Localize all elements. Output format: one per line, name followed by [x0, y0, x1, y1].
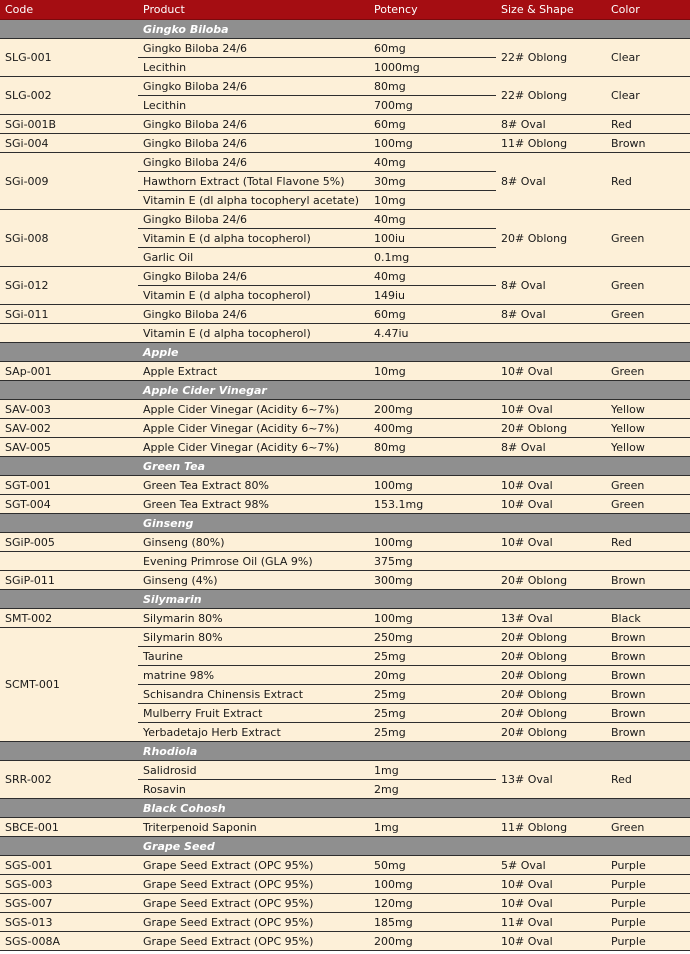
- size-shape-cell: 20# Oblong: [496, 210, 606, 267]
- size-shape-cell: 10# Oval: [496, 533, 606, 552]
- group-code-cell: [0, 514, 138, 533]
- group-name: Gingko Biloba: [138, 20, 690, 39]
- product-cell: Green Tea Extract 80%: [138, 476, 369, 495]
- product-cell: Gingko Biloba 24/6: [138, 134, 369, 153]
- size-shape-cell: 8# Oval: [496, 305, 606, 324]
- color-cell: Brown: [606, 666, 690, 685]
- potency-cell: 10mg: [369, 362, 496, 381]
- potency-cell: 100mg: [369, 134, 496, 153]
- table-row: [0, 400, 690, 419]
- potency-cell: 2mg: [369, 780, 496, 799]
- code-cell: SGi-008: [0, 210, 138, 267]
- color-cell: Brown: [606, 134, 690, 153]
- potency-cell: 40mg: [369, 153, 496, 172]
- size-shape-cell: 10# Oval: [496, 362, 606, 381]
- col-size-shape-header: Size & Shape: [496, 0, 606, 20]
- table-row: [0, 362, 690, 381]
- table-row: [0, 552, 690, 571]
- potency-cell: 20mg: [369, 666, 496, 685]
- size-shape-cell: 13# Oval: [496, 609, 606, 628]
- product-cell: Apple Cider Vinegar (Acidity 6~7%): [138, 400, 369, 419]
- potency-cell: 50mg: [369, 856, 496, 875]
- product-cell: Vitamin E (d alpha tocopherol): [138, 229, 369, 248]
- product-cell: Gingko Biloba 24/6: [138, 305, 369, 324]
- product-cell: Vitamin E (d alpha tocopherol): [138, 286, 369, 305]
- color-cell: Yellow: [606, 419, 690, 438]
- color-cell: Brown: [606, 628, 690, 647]
- product-cell: Gingko Biloba 24/6: [138, 153, 369, 172]
- color-cell: Brown: [606, 723, 690, 742]
- col-color-header: Color: [606, 0, 690, 20]
- potency-cell: 4.47iu: [369, 324, 496, 343]
- group-header-row: [0, 457, 690, 476]
- col-potency-header: Potency: [369, 0, 496, 20]
- size-shape-cell: 10# Oval: [496, 476, 606, 495]
- potency-cell: 300mg: [369, 571, 496, 590]
- product-cell: Apple Cider Vinegar (Acidity 6~7%): [138, 419, 369, 438]
- table-row: [0, 134, 690, 153]
- group-name: Apple: [138, 343, 690, 362]
- code-cell: SAp-001: [0, 362, 138, 381]
- table-row: [0, 818, 690, 837]
- product-cell: Gingko Biloba 24/6: [138, 267, 369, 286]
- table-row: [0, 761, 690, 780]
- table-row: [0, 419, 690, 438]
- table-row: [0, 609, 690, 628]
- group-code-cell: [0, 837, 138, 856]
- code-cell: SAV-002: [0, 419, 138, 438]
- product-cell: Hawthorn Extract (Total Flavone 5%): [138, 172, 369, 191]
- code-cell: SGi-001B: [0, 115, 138, 134]
- table-body: [0, 20, 690, 951]
- product-cell: Apple Extract: [138, 362, 369, 381]
- potency-cell: 30mg: [369, 172, 496, 191]
- code-cell: SGS-003: [0, 875, 138, 894]
- color-cell: Red: [606, 761, 690, 799]
- code-cell: SGS-001: [0, 856, 138, 875]
- size-shape-cell: 10# Oval: [496, 400, 606, 419]
- product-cell: Triterpenoid Saponin: [138, 818, 369, 837]
- potency-cell: 10mg: [369, 191, 496, 210]
- table-row: [0, 628, 690, 647]
- product-cell: Apple Cider Vinegar (Acidity 6~7%): [138, 438, 369, 457]
- size-shape-cell: 10# Oval: [496, 495, 606, 514]
- size-shape-cell: [496, 552, 606, 571]
- size-shape-cell: 20# Oblong: [496, 419, 606, 438]
- size-shape-cell: 10# Oval: [496, 894, 606, 913]
- size-shape-cell: 20# Oblong: [496, 647, 606, 666]
- color-cell: Purple: [606, 913, 690, 932]
- potency-cell: 80mg: [369, 77, 496, 96]
- product-cell: Garlic Oil: [138, 248, 369, 267]
- group-code-cell: [0, 742, 138, 761]
- code-cell: SBCE-001: [0, 818, 138, 837]
- color-cell: Green: [606, 267, 690, 305]
- color-cell: Green: [606, 476, 690, 495]
- color-cell: Red: [606, 115, 690, 134]
- product-cell: Lecithin: [138, 58, 369, 77]
- potency-cell: 700mg: [369, 96, 496, 115]
- table-row: [0, 267, 690, 286]
- code-cell: [0, 324, 138, 343]
- product-cell: Green Tea Extract 98%: [138, 495, 369, 514]
- color-cell: Purple: [606, 894, 690, 913]
- size-shape-cell: 11# Oval: [496, 913, 606, 932]
- product-cell: Gingko Biloba 24/6: [138, 77, 369, 96]
- size-shape-cell: 20# Oblong: [496, 628, 606, 647]
- product-cell: Silymarin 80%: [138, 628, 369, 647]
- product-cell: Taurine: [138, 647, 369, 666]
- table-row: [0, 476, 690, 495]
- group-name: Rhodiola: [138, 742, 690, 761]
- potency-cell: 100mg: [369, 533, 496, 552]
- group-code-cell: [0, 343, 138, 362]
- color-cell: [606, 324, 690, 343]
- potency-cell: 60mg: [369, 39, 496, 58]
- code-cell: SLG-001: [0, 39, 138, 77]
- potency-cell: 185mg: [369, 913, 496, 932]
- group-header-row: [0, 20, 690, 39]
- size-shape-cell: 11# Oblong: [496, 818, 606, 837]
- size-shape-cell: 20# Oblong: [496, 666, 606, 685]
- code-cell: SGS-013: [0, 913, 138, 932]
- group-header-row: [0, 837, 690, 856]
- product-cell: Vitamin E (d alpha tocopherol): [138, 324, 369, 343]
- code-cell: SGi-009: [0, 153, 138, 210]
- group-header-row: [0, 799, 690, 818]
- group-name: Apple Cider Vinegar: [138, 381, 690, 400]
- table-row: [0, 115, 690, 134]
- group-code-cell: [0, 799, 138, 818]
- product-cell: Salidrosid: [138, 761, 369, 780]
- color-cell: Yellow: [606, 400, 690, 419]
- group-header-row: [0, 590, 690, 609]
- color-cell: Purple: [606, 856, 690, 875]
- code-cell: SAV-005: [0, 438, 138, 457]
- group-name: Green Tea: [138, 457, 690, 476]
- potency-cell: 60mg: [369, 115, 496, 134]
- potency-cell: 1mg: [369, 818, 496, 837]
- size-shape-cell: 11# Oblong: [496, 134, 606, 153]
- code-cell: SGT-004: [0, 495, 138, 514]
- potency-cell: 60mg: [369, 305, 496, 324]
- code-cell: SGi-011: [0, 305, 138, 324]
- size-shape-cell: 8# Oval: [496, 115, 606, 134]
- product-cell: Rosavin: [138, 780, 369, 799]
- product-cell: Schisandra Chinensis Extract: [138, 685, 369, 704]
- product-cell: Grape Seed Extract (OPC 95%): [138, 932, 369, 951]
- table-row: [0, 533, 690, 552]
- potency-cell: 400mg: [369, 419, 496, 438]
- potency-cell: 0.1mg: [369, 248, 496, 267]
- table-row: [0, 77, 690, 96]
- size-shape-cell: 10# Oval: [496, 875, 606, 894]
- size-shape-cell: 22# Oblong: [496, 77, 606, 115]
- product-cell: Gingko Biloba 24/6: [138, 115, 369, 134]
- col-code-header: Code: [0, 0, 138, 20]
- group-header-row: [0, 742, 690, 761]
- product-cell: Grape Seed Extract (OPC 95%): [138, 875, 369, 894]
- color-cell: Brown: [606, 647, 690, 666]
- code-cell: SGi-012: [0, 267, 138, 305]
- code-cell: SRR-002: [0, 761, 138, 799]
- product-cell: Yerbadetajo Herb Extract: [138, 723, 369, 742]
- color-cell: Purple: [606, 932, 690, 951]
- potency-cell: 40mg: [369, 210, 496, 229]
- color-cell: Green: [606, 305, 690, 324]
- table-row: [0, 875, 690, 894]
- color-cell: Green: [606, 818, 690, 837]
- table-row: [0, 153, 690, 172]
- product-cell: Vitamin E (dl alpha tocopheryl acetate): [138, 191, 369, 210]
- potency-cell: 375mg: [369, 552, 496, 571]
- size-shape-cell: [496, 324, 606, 343]
- size-shape-cell: 8# Oval: [496, 267, 606, 305]
- code-cell: SLG-002: [0, 77, 138, 115]
- group-name: Ginseng: [138, 514, 690, 533]
- header-row: [0, 0, 690, 20]
- product-cell: Mulberry Fruit Extract: [138, 704, 369, 723]
- table-header: [0, 0, 690, 20]
- potency-cell: 40mg: [369, 267, 496, 286]
- size-shape-cell: 10# Oval: [496, 932, 606, 951]
- potency-cell: 25mg: [369, 723, 496, 742]
- table-row: [0, 324, 690, 343]
- table-row: [0, 39, 690, 58]
- color-cell: Yellow: [606, 438, 690, 457]
- code-cell: SGS-008A: [0, 932, 138, 951]
- product-cell: Gingko Biloba 24/6: [138, 210, 369, 229]
- color-cell: Green: [606, 362, 690, 381]
- size-shape-cell: 8# Oval: [496, 153, 606, 210]
- color-cell: Red: [606, 153, 690, 210]
- potency-cell: 100mg: [369, 609, 496, 628]
- color-cell: Green: [606, 495, 690, 514]
- product-cell: Ginseng (80%): [138, 533, 369, 552]
- size-shape-cell: 13# Oval: [496, 761, 606, 799]
- potency-cell: 149iu: [369, 286, 496, 305]
- group-code-cell: [0, 590, 138, 609]
- color-cell: [606, 552, 690, 571]
- product-cell: Gingko Biloba 24/6: [138, 39, 369, 58]
- table-row: [0, 856, 690, 875]
- color-cell: Purple: [606, 875, 690, 894]
- group-header-row: [0, 514, 690, 533]
- potency-cell: 100iu: [369, 229, 496, 248]
- table-row: [0, 932, 690, 951]
- group-name: Silymarin: [138, 590, 690, 609]
- code-cell: SGi-004: [0, 134, 138, 153]
- potency-cell: 25mg: [369, 685, 496, 704]
- color-cell: Brown: [606, 571, 690, 590]
- group-header-row: [0, 381, 690, 400]
- group-code-cell: [0, 457, 138, 476]
- color-cell: Brown: [606, 685, 690, 704]
- code-cell: SCMT-001: [0, 628, 138, 742]
- potency-cell: 25mg: [369, 647, 496, 666]
- table-row: [0, 305, 690, 324]
- color-cell: Black: [606, 609, 690, 628]
- code-cell: SMT-002: [0, 609, 138, 628]
- table-row: [0, 438, 690, 457]
- color-cell: Clear: [606, 77, 690, 115]
- size-shape-cell: 20# Oblong: [496, 704, 606, 723]
- color-cell: Red: [606, 533, 690, 552]
- potency-cell: 100mg: [369, 476, 496, 495]
- size-shape-cell: 8# Oval: [496, 438, 606, 457]
- table-row: [0, 571, 690, 590]
- size-shape-cell: 20# Oblong: [496, 685, 606, 704]
- color-cell: Brown: [606, 704, 690, 723]
- potency-cell: 25mg: [369, 704, 496, 723]
- product-cell: Evening Primrose Oil (GLA 9%): [138, 552, 369, 571]
- potency-cell: 120mg: [369, 894, 496, 913]
- color-cell: Green: [606, 210, 690, 267]
- potency-cell: 200mg: [369, 400, 496, 419]
- size-shape-cell: 20# Oblong: [496, 571, 606, 590]
- group-name: Black Cohosh: [138, 799, 690, 818]
- group-header-row: [0, 343, 690, 362]
- product-cell: Silymarin 80%: [138, 609, 369, 628]
- code-cell: SGiP-011: [0, 571, 138, 590]
- size-shape-cell: 5# Oval: [496, 856, 606, 875]
- product-cell: Grape Seed Extract (OPC 95%): [138, 913, 369, 932]
- code-cell: [0, 552, 138, 571]
- potency-cell: 1000mg: [369, 58, 496, 77]
- potency-cell: 153.1mg: [369, 495, 496, 514]
- product-cell: Grape Seed Extract (OPC 95%): [138, 894, 369, 913]
- potency-cell: 1mg: [369, 761, 496, 780]
- product-cell: matrine 98%: [138, 666, 369, 685]
- table-row: [0, 210, 690, 229]
- group-code-cell: [0, 20, 138, 39]
- table-row: [0, 894, 690, 913]
- code-cell: SGiP-005: [0, 533, 138, 552]
- code-cell: SGT-001: [0, 476, 138, 495]
- potency-cell: 80mg: [369, 438, 496, 457]
- group-code-cell: [0, 381, 138, 400]
- potency-cell: 100mg: [369, 875, 496, 894]
- product-cell: Ginseng (4%): [138, 571, 369, 590]
- table-row: [0, 913, 690, 932]
- group-name: Grape Seed: [138, 837, 690, 856]
- product-cell: Grape Seed Extract (OPC 95%): [138, 856, 369, 875]
- col-product-header: Product: [138, 0, 369, 20]
- color-cell: Clear: [606, 39, 690, 77]
- size-shape-cell: 22# Oblong: [496, 39, 606, 77]
- potency-cell: 200mg: [369, 932, 496, 951]
- product-cell: Lecithin: [138, 96, 369, 115]
- size-shape-cell: 20# Oblong: [496, 723, 606, 742]
- code-cell: SAV-003: [0, 400, 138, 419]
- potency-cell: 250mg: [369, 628, 496, 647]
- code-cell: SGS-007: [0, 894, 138, 913]
- table-row: [0, 495, 690, 514]
